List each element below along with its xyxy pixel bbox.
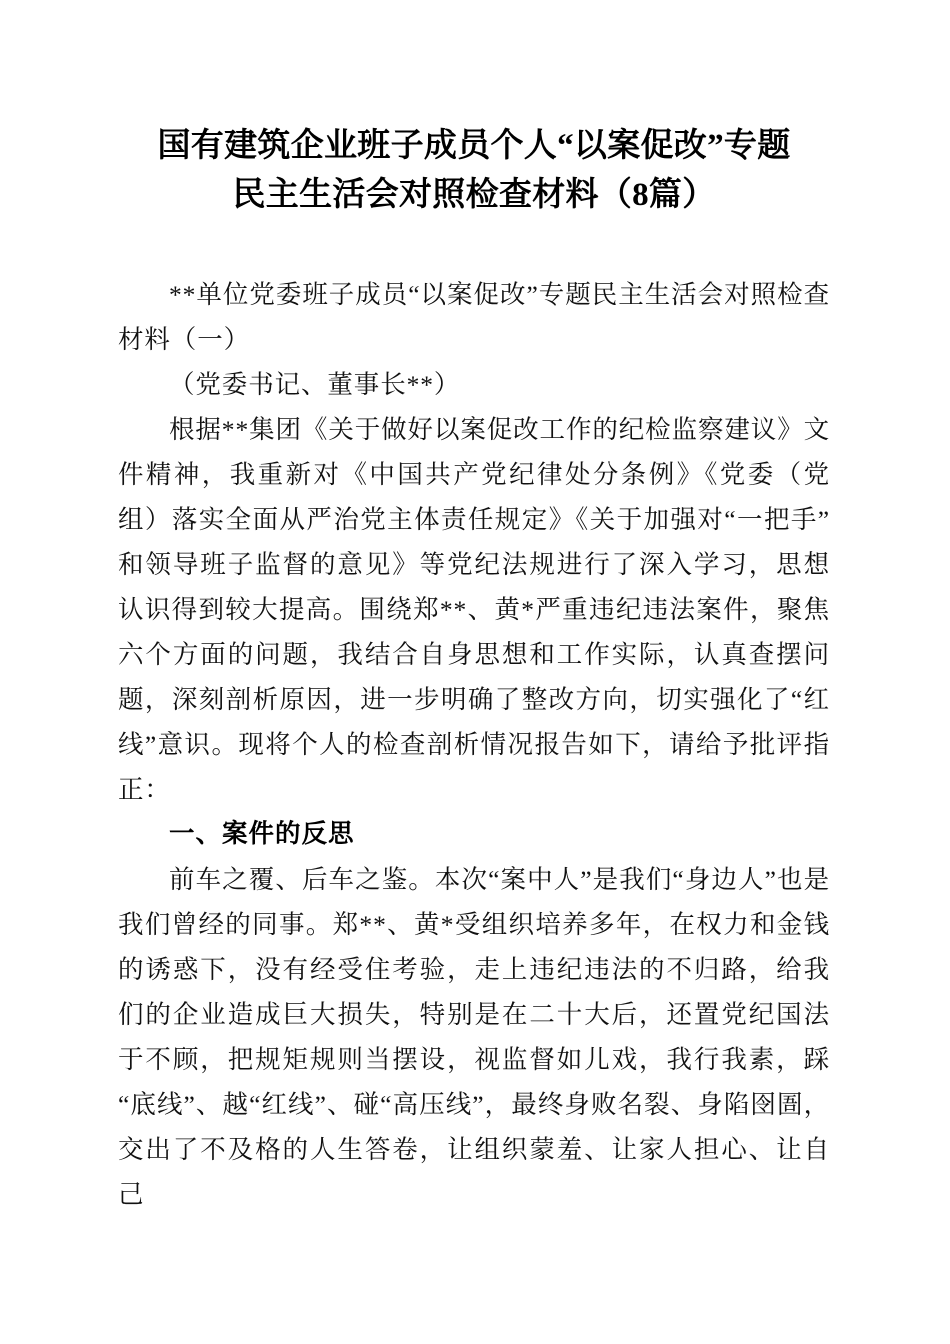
document-content [118,0,830,1217]
page-title-line-1: 国有建筑企业班子成员个人“以案促改”专题 [157,128,791,164]
intro-paragraph: 根据**集团《关于做好以案促改工作的纪检监察建议》文件精神，我重新对《中国共产党纪律处分条例》《党委（党组）落实全面从严治党主体责任规定》《关于加强对“一把手”和领导班子监督的意见》等党纪法规进行了深入学习，思想认识得到较大提高。围绕郑**、黄*严重违纪违法案件，聚焦六个方面的问题，我结合自身思想和工作实际，认真查摆问题，深刻剖析原因，进一步明确了整改方向，切实强化了“红线”意识。现将个人的检查剖析情况报告如下，请给予批评指正： [118,415,830,804]
subtitle-paragraph: **单位党委班子成员“以案促改”专题民主生活会对照检查材料（一） [118,280,830,354]
page-title-line-2: 民主生活会对照检查材料（8篇） [232,177,716,213]
page-title [118,0,830,220]
reflection-paragraph: 前车之覆、后车之鉴。本次“案中人”是我们“身边人”也是我们曾经的同事。郑**、黄*受组织培养多年，在权力和金钱的诱惑下，没有经受住考验，走上违纪违法的不归路，给我们的企业造成巨大损失，特别是在二十大后，还置党纪国法于不顾，把规矩规则当摆设，视监督如儿戏，我行我素，踩“底线”、越“红线”、碰“高压线”，最终身败名裂、身陷囹圄，交出了不及格的人生答卷，让组织蒙羞、让家人担心、让自己 [118,865,830,1209]
section-heading-one: 一、案件的反思 [169,820,355,848]
author-line: （党委书记、董事长**） [169,370,461,399]
